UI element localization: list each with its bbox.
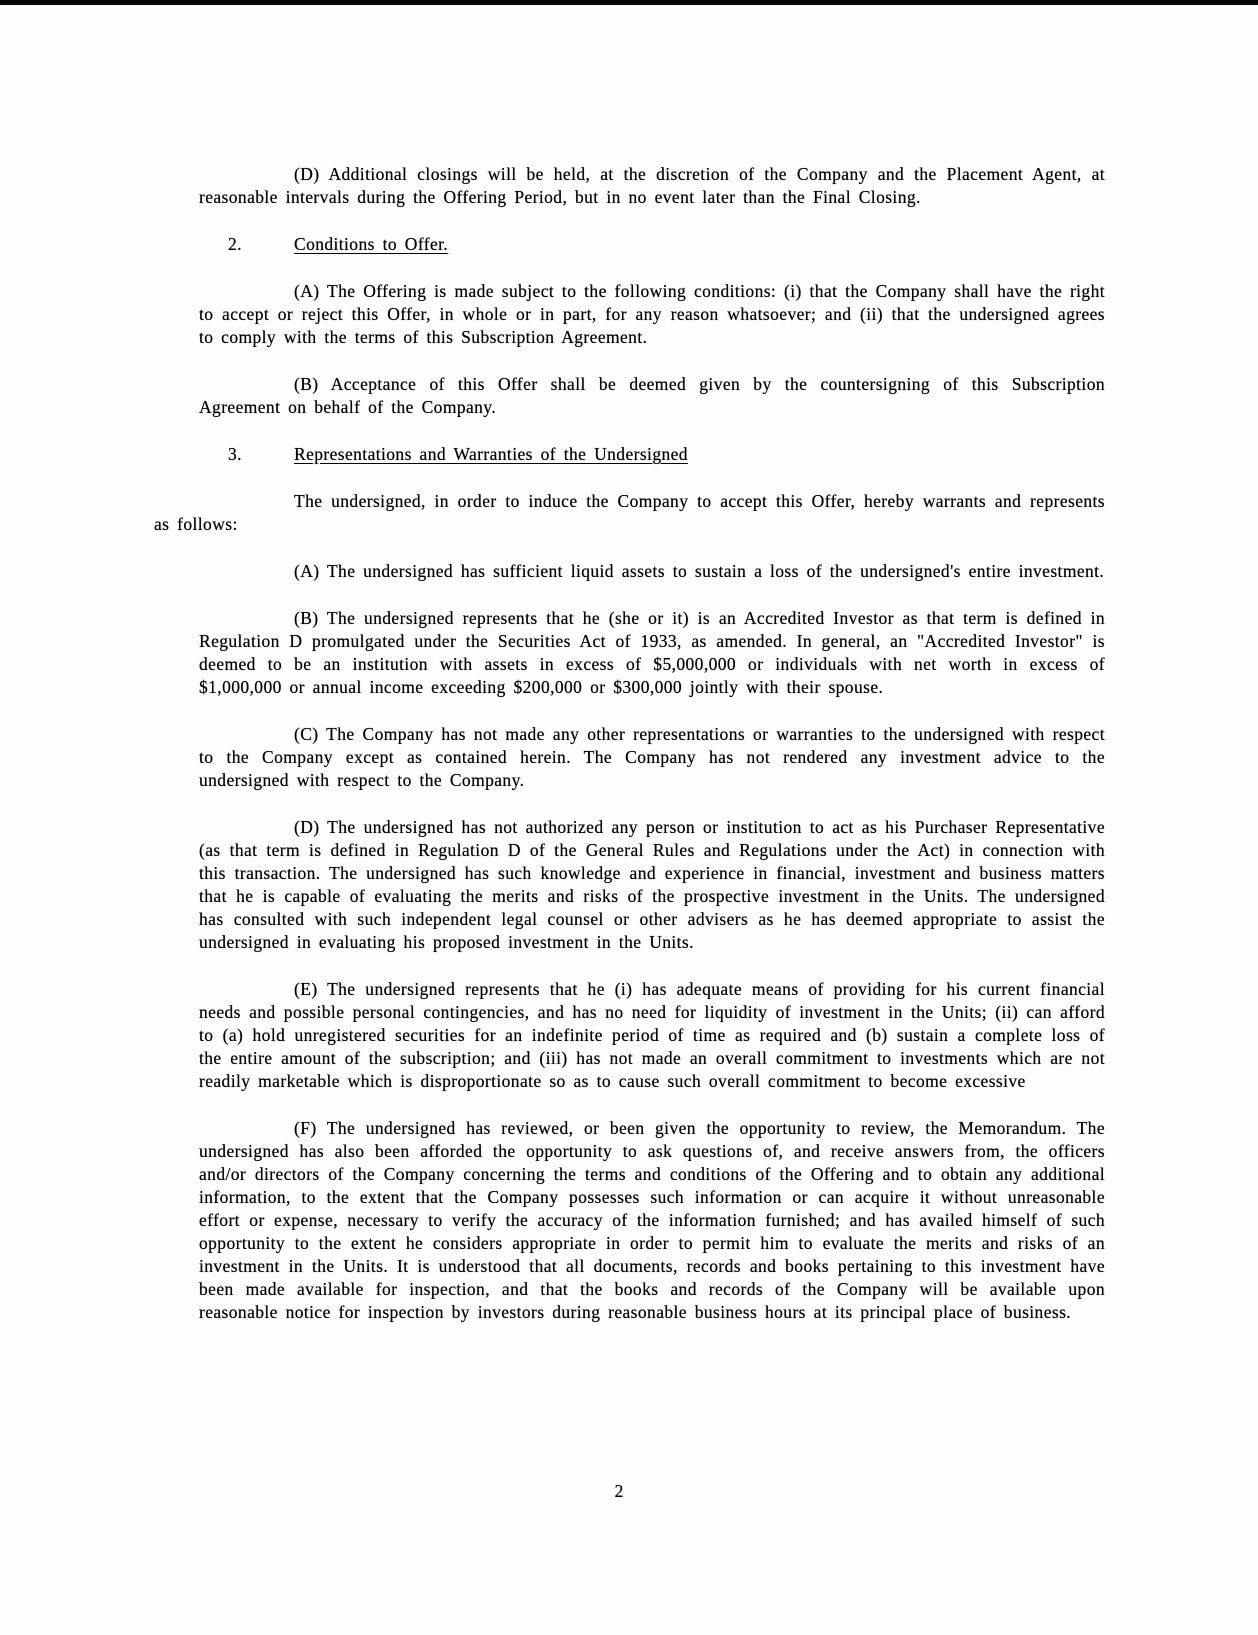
scan-edge-artifact — [0, 0, 1258, 5]
paragraph: (B) Acceptance of this Offer shall be deemed given by the countersigning of this Subscription Agreement on behalf of the Company. — [199, 374, 1105, 417]
section-title: Representations and Warranties of the Undersigned — [294, 444, 688, 464]
paragraph: (B) The undersigned represents that he (she or it) is an Accredited Investor as that term is defined in Regulation D promulgated under the Securities Act of 1933, as amended. In general, an "Accredited Investor" is deemed to be an institution with assets in excess of $5,000,000 or individuals with net worth in excess of $1,000,000 or annual income exceeding $200,000 or $300,000 jointly with their spouse. — [199, 608, 1105, 697]
paragraph: (E) The undersigned represents that he (i) has adequate means of providing for his current financial needs and possible personal contingencies, and has no need for liquidity of investment in the Units; (ii) can afford to (a) hold unregistered securities for an indefinite period of time as required and (b) sustain a complete loss of the entire amount of the subscription; and (iii) has not made an overall commitment to investments which are not readily marketable which is disproportionate so as to cause such overall commitment to become excessive — [199, 979, 1105, 1091]
section-title: Conditions to Offer. — [294, 234, 449, 254]
section-heading — [199, 443, 1105, 466]
document-body — [154, 163, 1105, 1348]
paragraph: (A) The Offering is made subject to the following conditions: (i) that the Company shall have the right to accept or reject this Offer, in whole or in part, for any reason whatsoever; and (ii) that the undersigned agrees to comply with the terms of this Subscription Agreement. — [199, 281, 1105, 347]
paragraph: The undersigned, in order to induce the Company to accept this Offer, hereby warrants and represents as follows: — [154, 491, 1105, 534]
paragraph: (D) The undersigned has not authorized any person or institution to act as his Purchaser Representative (as that term is defined in Regulation D of the General Rules and Regulations under the Act) in connection with this transaction. The undersigned has such knowledge and experience in financial, investment and business matters that he is capable of evaluating the merits and risks of the prospective investment in the Units. The undersigned has consulted with such independent legal counsel or other advisers as he has deemed appropriate to assist the undersigned in evaluating his proposed investment in the Units. — [199, 817, 1105, 952]
paragraph: (F) The undersigned has reviewed, or been given the opportunity to review, the Memorandum. The undersigned has also been afforded the opportunity to ask questions of, and receive answers from, the officers and/or directors of the Company concerning the terms and conditions of the Offering and to obtain any additional information, to the extent that the Company possesses such information or can acquire it without unreasonable effort or expense, necessary to verify the accuracy of the information furnished; and has availed himself of such opportunity to the extent he considers appropriate in order to permit him to evaluate the merits and risks of an investment in the Units. It is understood that all documents, records and books pertaining to this investment have been made available for inspection, and that the books and records of the Company will be available upon reasonable notice for inspection by investors during reasonable business hours at its principal place of business. — [199, 1118, 1105, 1322]
paragraph: (A) The undersigned has sufficient liquid assets to sustain a loss of the undersigned's entire investment. — [294, 561, 1105, 581]
section-number: 2. — [228, 234, 242, 254]
paragraph: (D) Additional closings will be held, at the discretion of the Company and the Placement Agent, at reasonable intervals during the Offering Period, but in no event later than the Final Closing. — [199, 164, 1105, 207]
paragraph: (C) The Company has not made any other representations or warranties to the undersigned with respect to the Company except as contained herein. The Company has not rendered any investment advice to the undersigned with respect to the Company. — [199, 724, 1105, 790]
page-number: 2 — [614, 1481, 624, 1501]
section-number: 3. — [228, 444, 242, 464]
section-heading — [199, 233, 1105, 256]
